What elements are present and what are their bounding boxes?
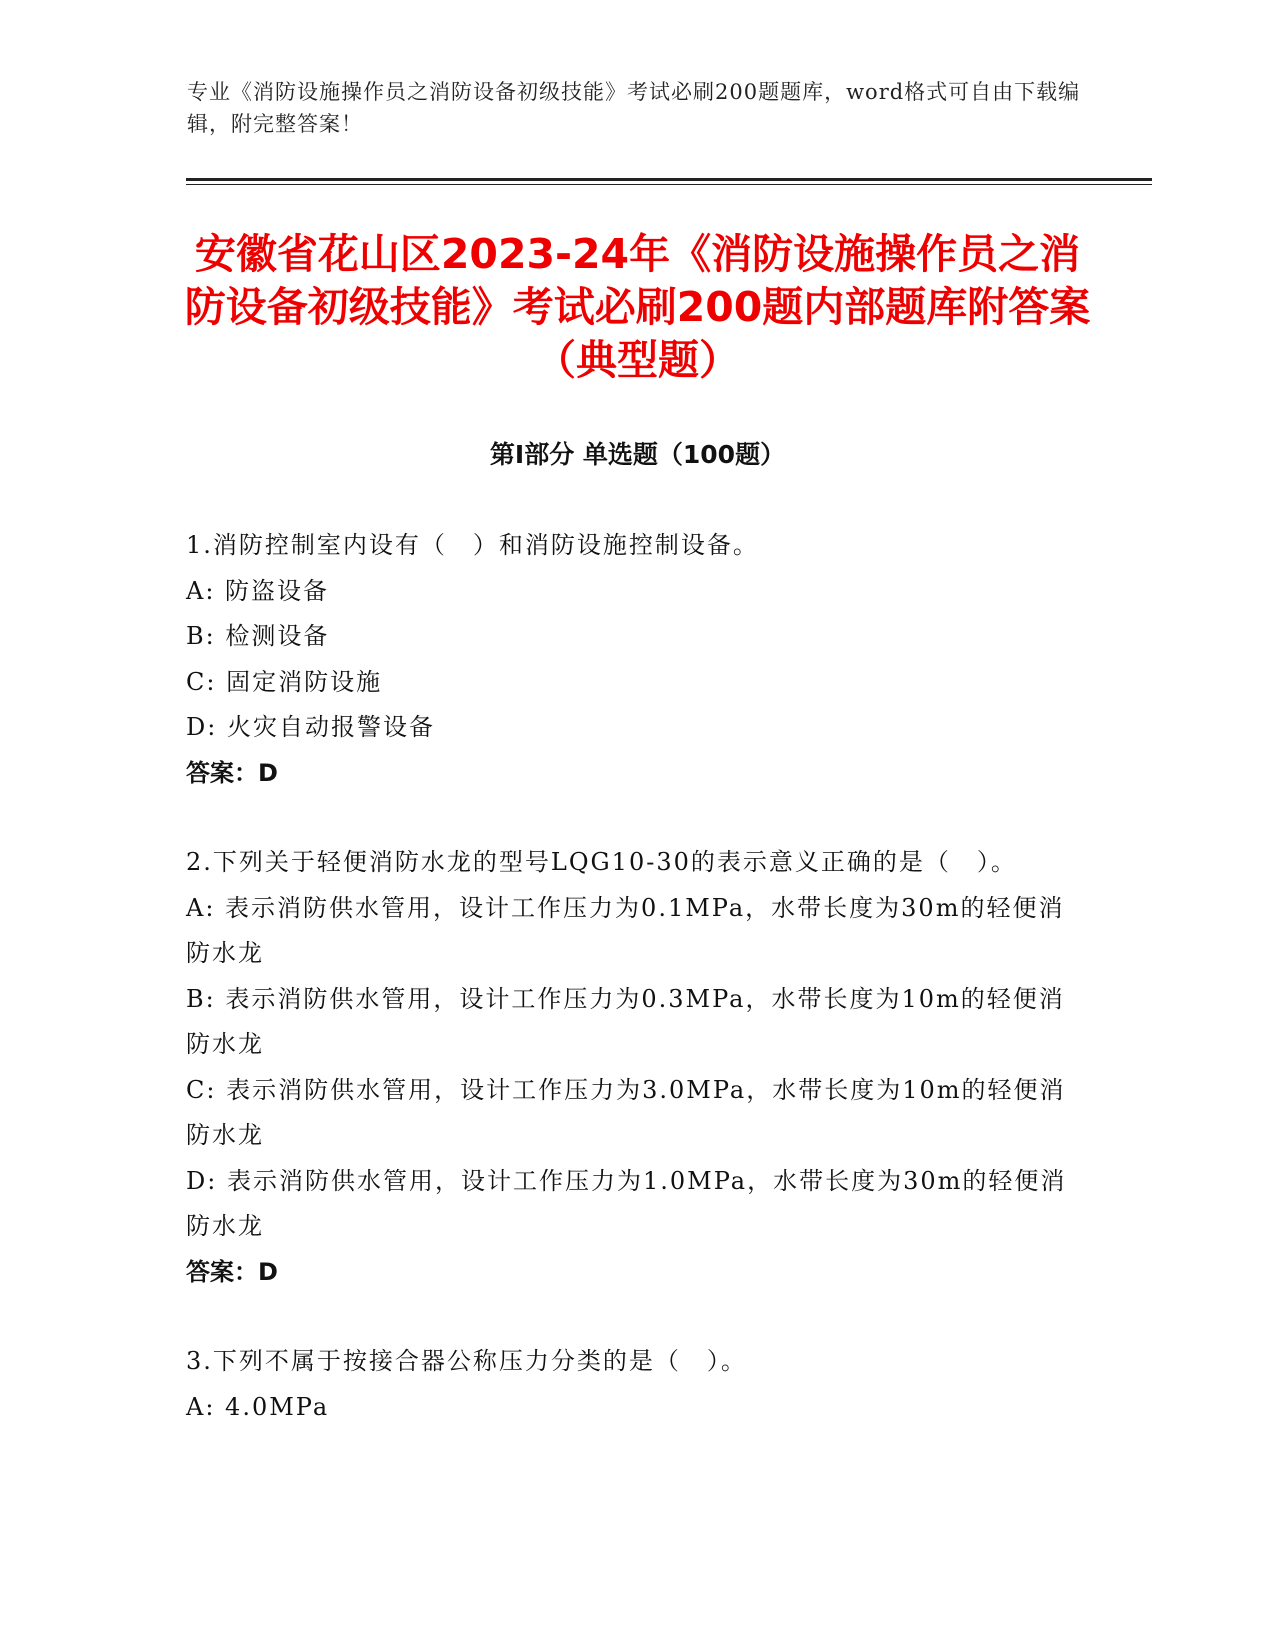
header-divider-thin — [186, 184, 1152, 185]
answer: 答案：D — [186, 1257, 278, 1286]
option-c: C: 表示消防供水管用，设计工作压力为3.0MPa，水带长度为10m的轻便消防水龙 — [186, 1075, 1066, 1149]
option-d: D: 火灾自动报警设备 — [186, 713, 435, 741]
question-3 — [186, 1339, 1086, 1430]
question-stem: 3.下列不属于按接合器公称压力分类的是（ ）。 — [186, 1347, 747, 1375]
question-2 — [186, 840, 1086, 1295]
header-note: 专业《消防设施操作员之消防设备初级技能》考试必刷200题题库，word格式可自由下载编辑，附完整答案！ — [187, 80, 1081, 136]
header-divider-thick — [186, 178, 1152, 181]
option-d: D: 表示消防供水管用，设计工作压力为1.0MPa，水带长度为30m的轻便消防水龙 — [186, 1166, 1067, 1240]
question-stem: 2.下列关于轻便消防水龙的型号LQG10-30的表示意义正确的是（ ）。 — [186, 848, 1017, 876]
option-a: A: 防盗设备 — [186, 576, 330, 605]
question-stem: 1.消防控制室内设有（ ）和消防设施控制设备。 — [186, 531, 759, 559]
answer: 答案：D — [186, 758, 278, 787]
option-a: A: 表示消防供水管用，设计工作压力为0.1MPa，水带长度为30m的轻便消防水龙 — [186, 893, 1065, 967]
option-c: C: 固定消防设施 — [186, 667, 383, 696]
question-1 — [186, 523, 1086, 796]
option-b: B: 检测设备 — [186, 622, 330, 650]
option-a: A: 4.0MPa — [186, 1392, 330, 1421]
section-title: 第Ⅰ部分 单选题（100题） — [489, 440, 786, 469]
option-b: B: 表示消防供水管用，设计工作压力为0.3MPa，水带长度为10m的轻便消防水龙 — [186, 984, 1065, 1058]
question-list — [186, 523, 1086, 1474]
document-title: 安徽省花山区2023-24年《消防设施操作员之消防设备初级技能》考试必刷200题内部题库附答案（典型题） — [184, 230, 1091, 384]
